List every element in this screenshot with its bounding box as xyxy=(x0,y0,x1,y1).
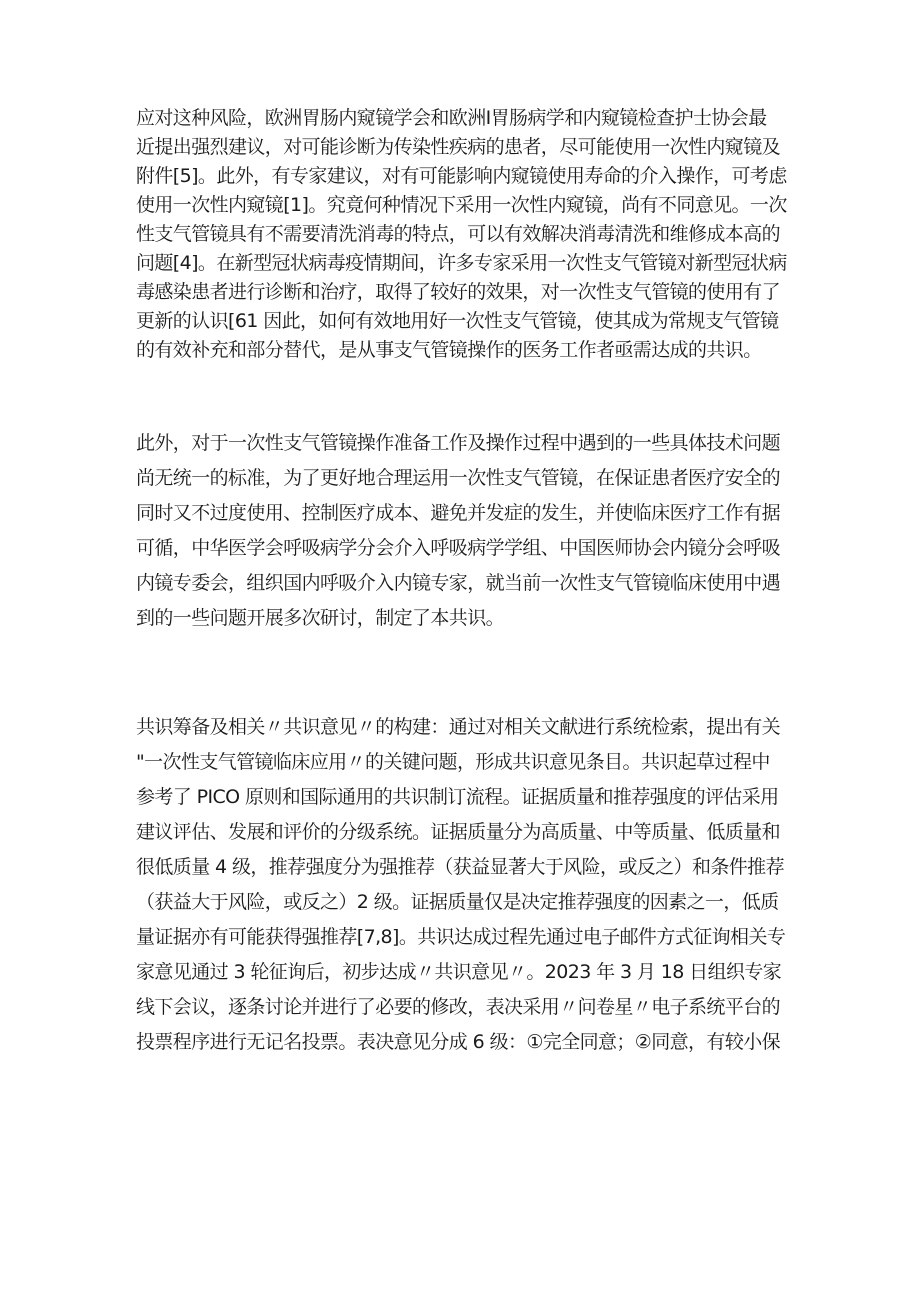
text-line: 此外，对于一次性支气管镜操作准备工作及操作过程中遇到的一些具体技术问题 xyxy=(136,432,781,454)
paragraph-2 xyxy=(136,426,796,636)
text-line: 到的一些问题开展多次研讨，制定了本共识。 xyxy=(136,607,505,629)
text-line: 同时又不过度使用、控制医疗成本、避免并发症的发生，并使临床医疗工作有据 xyxy=(136,502,781,524)
text-line: 共识筹备及相关〃共识意见〃的构建：通过对相关文献进行系统检索，提出有关 xyxy=(136,716,781,738)
paragraph-3 xyxy=(136,710,796,1060)
text-line: 家意见通过 3 轮征询后，初步达成〃共识意见〃。2023 年 3 月 18 日组织专家 xyxy=(136,961,782,983)
text-line: "一次性支气管镜临床应用〃的关键问题，形成共识意见条目。共识起草过程中 xyxy=(136,751,770,773)
text-line: 投票程序进行无记名投票。表决意见分成 6 级：①完全同意；②同意，有较小保 xyxy=(136,1031,781,1053)
text-line: 很低质量 4 级，推荐强度分为强推荐（获益显著大于风险，或反之）和条件推荐 xyxy=(136,856,784,878)
text-line: 可循，中华医学会呼吸病学分会介入呼吸病学学组、中国医师协会内镜分会呼吸 xyxy=(136,537,781,559)
text-line: 附件[5]。此外，有专家建议，对有可能影响内窥镜使用寿命的介入操作，可考虑 xyxy=(136,165,787,187)
text-line: 毒感染患者进行诊断和治疗，取得了较好的效果，对一次性支气管镜的使用有了 xyxy=(136,281,781,303)
text-line: 尚无统一的标准，为了更好地合理运用一次性支气管镜，在保证患者医疗安全的 xyxy=(136,467,781,489)
text-line: （获益大于风险，或反之）2 级。证据质量仅是决定推荐强度的因素之一，低质 xyxy=(136,891,779,913)
text-line: 建议评估、发展和评价的分级系统。证据质量分为高质量、中等质量、低质量和 xyxy=(136,821,781,843)
text-line: 内镜专委会，组织国内呼吸介入内镜专家，就当前一次性支气管镜临床使用中遇 xyxy=(136,572,781,594)
text-line: 应对这种风险，欧洲胃肠内窥镜学会和欧洲Ⅰ胃肠病学和内窥镜检查护士协会最 xyxy=(136,107,767,129)
text-line: 近提出强烈建议，对可能诊断为传染性疾病的患者，尽可能使用一次性内窥镜及 xyxy=(136,136,781,158)
text-line: 量证据亦有可能获得强推荐[7,8]。共识达成过程先通过电子邮件方式征询相关专 xyxy=(136,926,786,948)
text-line: 线下会议，逐条讨论并进行了必要的修改，表决采用〃问卷星〃电子系统平台的 xyxy=(136,996,781,1018)
text-line: 的有效补充和部分替代，是从事支气管镜操作的医务工作者亟需达成的共识。 xyxy=(136,339,762,361)
text-line: 使用一次性内窥镜[1]。究竟何种情况下采用一次性内窥镜，尚有不同意见。一次 xyxy=(136,194,787,216)
text-line: 问题[4]。在新型冠状病毒疫情期间，许多专家采用一次性支气管镜对新型冠状病 xyxy=(136,252,787,274)
paragraph-1 xyxy=(136,104,796,365)
text-line: 参考了 PICO 原则和国际通用的共识制订流程。证据质量和推荐强度的评估采用 xyxy=(136,786,779,808)
text-line: 更新的认识[61 因此，如何有效地用好一次性支气管镜，使其成为常规支气管镜 xyxy=(136,310,779,332)
text-line: 性支气管镜具有不需要清洗消毒的特点，可以有效解决消毒清洗和维修成本高的 xyxy=(136,223,781,245)
